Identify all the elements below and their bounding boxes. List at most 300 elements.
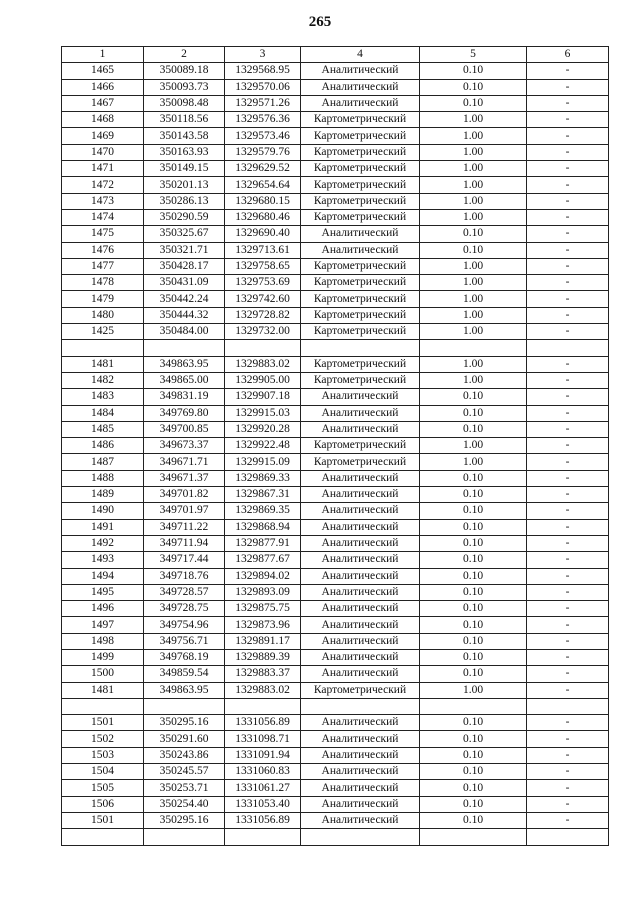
table-cell: 1329883.37 — [225, 666, 301, 682]
table-cell: 0.10 — [420, 552, 527, 568]
table-cell: - — [527, 307, 609, 323]
empty-cell — [420, 340, 527, 356]
table-cell: 1497 — [62, 617, 144, 633]
table-cell: 1329891.17 — [225, 633, 301, 649]
table-cell: 350093.73 — [144, 79, 225, 95]
table-cell: 1492 — [62, 535, 144, 551]
table-cell: 1329893.09 — [225, 584, 301, 600]
table-cell: Аналитический — [301, 487, 420, 503]
table-cell: Аналитический — [301, 601, 420, 617]
table-cell: - — [527, 601, 609, 617]
column-header: 3 — [225, 47, 301, 63]
table-cell: Аналитический — [301, 666, 420, 682]
table-cell: 0.10 — [420, 568, 527, 584]
table-cell: 1.00 — [420, 209, 527, 225]
table-cell: 0.10 — [420, 764, 527, 780]
table-cell: Картометрический — [301, 112, 420, 128]
table-cell: 349863.95 — [144, 356, 225, 372]
table-cell: 0.10 — [420, 226, 527, 242]
table-cell: 1491 — [62, 519, 144, 535]
table-cell: 1487 — [62, 454, 144, 470]
table-cell: 350089.18 — [144, 63, 225, 79]
table-cell: Картометрический — [301, 209, 420, 225]
table-cell: 1329920.28 — [225, 421, 301, 437]
table-row — [62, 747, 609, 763]
empty-cell — [420, 698, 527, 714]
table-cell: Картометрический — [301, 356, 420, 372]
table-cell: Аналитический — [301, 568, 420, 584]
table-cell: 350295.16 — [144, 812, 225, 828]
table-cell: 1465 — [62, 63, 144, 79]
table-cell: 0.10 — [420, 780, 527, 796]
empty-cell — [527, 340, 609, 356]
table-cell: Картометрический — [301, 372, 420, 388]
table-row — [62, 568, 609, 584]
table-cell: Картометрический — [301, 438, 420, 454]
table-cell: 1.00 — [420, 372, 527, 388]
table-cell: 1481 — [62, 356, 144, 372]
table-cell: 1329877.91 — [225, 535, 301, 551]
table-cell: 349717.44 — [144, 552, 225, 568]
table-cell: 350098.48 — [144, 95, 225, 111]
table-cell: 1331056.89 — [225, 812, 301, 828]
table-cell: 1466 — [62, 79, 144, 95]
table-row — [62, 324, 609, 340]
table-cell: 1329654.64 — [225, 177, 301, 193]
column-header: 5 — [420, 47, 527, 63]
table-cell: Аналитический — [301, 715, 420, 731]
column-header: 2 — [144, 47, 225, 63]
table-row — [62, 177, 609, 193]
table-row — [62, 275, 609, 291]
table-cell: 1.00 — [420, 112, 527, 128]
table-cell: 1329873.96 — [225, 617, 301, 633]
table-cell: 1.00 — [420, 128, 527, 144]
table-cell: 1329867.31 — [225, 487, 301, 503]
table-cell: 1480 — [62, 307, 144, 323]
table-cell: Аналитический — [301, 812, 420, 828]
table-row — [62, 79, 609, 95]
table-cell: 1493 — [62, 552, 144, 568]
empty-cell — [225, 829, 301, 845]
table-cell: Картометрический — [301, 324, 420, 340]
table-cell: 1479 — [62, 291, 144, 307]
table-cell: 1.00 — [420, 291, 527, 307]
table-cell: - — [527, 454, 609, 470]
table-row — [62, 470, 609, 486]
table-cell: - — [527, 161, 609, 177]
table-row — [62, 356, 609, 372]
table-row — [62, 128, 609, 144]
table-cell: 0.10 — [420, 796, 527, 812]
table-cell: Аналитический — [301, 389, 420, 405]
table-cell: - — [527, 747, 609, 763]
table-row — [62, 193, 609, 209]
table-cell: Картометрический — [301, 161, 420, 177]
table-row — [62, 503, 609, 519]
table-cell: 1329728.82 — [225, 307, 301, 323]
table-cell: 1329922.48 — [225, 438, 301, 454]
table-row — [62, 389, 609, 405]
table-row — [62, 421, 609, 437]
table-cell: 1501 — [62, 812, 144, 828]
table-cell: Картометрический — [301, 128, 420, 144]
table-cell: 349831.19 — [144, 389, 225, 405]
empty-cell — [225, 698, 301, 714]
table-cell: 1329915.03 — [225, 405, 301, 421]
empty-cell — [144, 698, 225, 714]
table-cell: 1329713.61 — [225, 242, 301, 258]
table-cell: 1329680.46 — [225, 209, 301, 225]
table-cell: 349701.97 — [144, 503, 225, 519]
table-cell: 0.10 — [420, 666, 527, 682]
separator-row — [62, 698, 609, 714]
table-cell: 1329568.95 — [225, 63, 301, 79]
table-cell: - — [527, 389, 609, 405]
table-cell: - — [527, 291, 609, 307]
table-cell: 1329742.60 — [225, 291, 301, 307]
table-cell: 349718.76 — [144, 568, 225, 584]
table-row — [62, 601, 609, 617]
table-cell: Аналитический — [301, 633, 420, 649]
empty-cell — [62, 698, 144, 714]
table-cell: 349671.37 — [144, 470, 225, 486]
table-row — [62, 796, 609, 812]
table-cell: 350201.13 — [144, 177, 225, 193]
table-cell: 1.00 — [420, 438, 527, 454]
table-cell: 1329905.00 — [225, 372, 301, 388]
table-row — [62, 63, 609, 79]
empty-cell — [225, 340, 301, 356]
table-cell: 1505 — [62, 780, 144, 796]
table-cell: Картометрический — [301, 275, 420, 291]
empty-cell — [144, 829, 225, 845]
table-cell: 350442.24 — [144, 291, 225, 307]
table-cell: 0.10 — [420, 535, 527, 551]
table-cell: 1329894.02 — [225, 568, 301, 584]
table-cell: 1.00 — [420, 307, 527, 323]
table-cell: Аналитический — [301, 519, 420, 535]
table-cell: Аналитический — [301, 63, 420, 79]
separator-row — [62, 829, 609, 845]
table-cell: Картометрический — [301, 454, 420, 470]
table-cell: 1488 — [62, 470, 144, 486]
table-row — [62, 144, 609, 160]
table-row — [62, 438, 609, 454]
table-cell: 349859.54 — [144, 666, 225, 682]
table-row — [62, 258, 609, 274]
column-header: 4 — [301, 47, 420, 63]
table-cell: 1471 — [62, 161, 144, 177]
table-cell: Картометрический — [301, 177, 420, 193]
empty-cell — [62, 340, 144, 356]
table-cell: Аналитический — [301, 780, 420, 796]
table-header-row — [62, 47, 609, 63]
table-cell: Картометрический — [301, 258, 420, 274]
table-cell: 1.00 — [420, 258, 527, 274]
table-cell: - — [527, 503, 609, 519]
table-cell: 350290.59 — [144, 209, 225, 225]
table-row — [62, 682, 609, 698]
table-cell: 1503 — [62, 747, 144, 763]
table-cell: 1329576.36 — [225, 112, 301, 128]
table-row — [62, 307, 609, 323]
table-row — [62, 519, 609, 535]
table-cell: 350325.67 — [144, 226, 225, 242]
table-cell: 1331061.27 — [225, 780, 301, 796]
coordinates-table — [61, 46, 609, 846]
table-cell: 1329869.35 — [225, 503, 301, 519]
table-cell: 1481 — [62, 682, 144, 698]
table-cell: 1489 — [62, 487, 144, 503]
table-cell: 350431.09 — [144, 275, 225, 291]
empty-cell — [527, 698, 609, 714]
table-cell: 1329732.00 — [225, 324, 301, 340]
table-cell: 350143.58 — [144, 128, 225, 144]
table-cell: - — [527, 193, 609, 209]
table-cell: Картометрический — [301, 291, 420, 307]
table-cell: 1469 — [62, 128, 144, 144]
table-cell: 0.10 — [420, 242, 527, 258]
table-cell: - — [527, 666, 609, 682]
table-cell: 1500 — [62, 666, 144, 682]
table-cell: 350286.13 — [144, 193, 225, 209]
table-cell: 1506 — [62, 796, 144, 812]
table-cell: Аналитический — [301, 503, 420, 519]
table-cell: 1478 — [62, 275, 144, 291]
table-cell: 1.00 — [420, 144, 527, 160]
table-cell: 1331056.89 — [225, 715, 301, 731]
table-cell: 1329868.94 — [225, 519, 301, 535]
table-cell: 0.10 — [420, 731, 527, 747]
table-cell: 0.10 — [420, 79, 527, 95]
empty-cell — [144, 340, 225, 356]
table-cell: 350253.71 — [144, 780, 225, 796]
table-cell: 350295.16 — [144, 715, 225, 731]
table-cell: - — [527, 584, 609, 600]
table-row — [62, 715, 609, 731]
table-cell: 0.10 — [420, 519, 527, 535]
table-cell: 1329915.09 — [225, 454, 301, 470]
table-row — [62, 209, 609, 225]
table-cell: 1477 — [62, 258, 144, 274]
table-cell: 1329883.02 — [225, 356, 301, 372]
table-cell: 349754.96 — [144, 617, 225, 633]
table-cell: 1476 — [62, 242, 144, 258]
table-cell: - — [527, 209, 609, 225]
table-cell: 350243.86 — [144, 747, 225, 763]
table-cell: Аналитический — [301, 226, 420, 242]
empty-cell — [301, 829, 420, 845]
table-cell: 350245.57 — [144, 764, 225, 780]
table-cell: 1329877.67 — [225, 552, 301, 568]
table-cell: - — [527, 324, 609, 340]
empty-cell — [62, 829, 144, 845]
table-cell: Аналитический — [301, 649, 420, 665]
table-cell: 349671.71 — [144, 454, 225, 470]
table-row — [62, 617, 609, 633]
table-cell: Аналитический — [301, 731, 420, 747]
table-row — [62, 731, 609, 747]
table-cell: Аналитический — [301, 79, 420, 95]
table-cell: 1329570.06 — [225, 79, 301, 95]
table-cell: 350428.17 — [144, 258, 225, 274]
table-cell: 349756.71 — [144, 633, 225, 649]
table-cell: 1.00 — [420, 356, 527, 372]
table-cell: Картометрический — [301, 682, 420, 698]
table-cell: - — [527, 617, 609, 633]
table-row — [62, 372, 609, 388]
table-cell: 1329629.52 — [225, 161, 301, 177]
table-cell: 350321.71 — [144, 242, 225, 258]
table-cell: 1.00 — [420, 193, 527, 209]
table-cell: Аналитический — [301, 617, 420, 633]
table-cell: 0.10 — [420, 617, 527, 633]
table-cell: - — [527, 731, 609, 747]
table-cell: 1468 — [62, 112, 144, 128]
table-cell: 349863.95 — [144, 682, 225, 698]
table-cell: 350254.40 — [144, 796, 225, 812]
table-cell: 1329907.18 — [225, 389, 301, 405]
table-cell: - — [527, 812, 609, 828]
table-cell: - — [527, 242, 609, 258]
table-cell: Аналитический — [301, 405, 420, 421]
table-cell: 1501 — [62, 715, 144, 731]
table-cell: - — [527, 421, 609, 437]
table-cell: 350149.15 — [144, 161, 225, 177]
table-cell: 0.10 — [420, 487, 527, 503]
table-row — [62, 535, 609, 551]
table-row — [62, 666, 609, 682]
table-cell: - — [527, 226, 609, 242]
table-cell: 1502 — [62, 731, 144, 747]
table-cell: 0.10 — [420, 405, 527, 421]
table-cell: 1498 — [62, 633, 144, 649]
table-cell: 1482 — [62, 372, 144, 388]
table-cell: 1474 — [62, 209, 144, 225]
table-cell: - — [527, 144, 609, 160]
table-cell: 1484 — [62, 405, 144, 421]
table-cell: - — [527, 112, 609, 128]
table-cell: Картометрический — [301, 307, 420, 323]
table-row — [62, 649, 609, 665]
table-cell: - — [527, 682, 609, 698]
page-number: 265 — [308, 14, 332, 30]
table-cell: 349768.19 — [144, 649, 225, 665]
table-cell: 1490 — [62, 503, 144, 519]
table-cell: 0.10 — [420, 584, 527, 600]
table-cell: 350444.32 — [144, 307, 225, 323]
table-cell: Аналитический — [301, 421, 420, 437]
table-cell: Аналитический — [301, 747, 420, 763]
table-cell: 349673.37 — [144, 438, 225, 454]
table-cell: 1331091.94 — [225, 747, 301, 763]
table-cell: 349865.00 — [144, 372, 225, 388]
table-cell: 1.00 — [420, 177, 527, 193]
table-cell: 1329753.69 — [225, 275, 301, 291]
table-cell: 1331098.71 — [225, 731, 301, 747]
table-cell: 1329758.65 — [225, 258, 301, 274]
table-cell: Аналитический — [301, 796, 420, 812]
table-row — [62, 584, 609, 600]
table-cell: - — [527, 258, 609, 274]
table-cell: 1499 — [62, 649, 144, 665]
table-cell: 350118.56 — [144, 112, 225, 128]
table-cell: 1.00 — [420, 161, 527, 177]
table-cell: 0.10 — [420, 747, 527, 763]
table-cell: - — [527, 356, 609, 372]
table-cell: Аналитический — [301, 242, 420, 258]
table-cell: 1.00 — [420, 324, 527, 340]
table-cell: 1329571.26 — [225, 95, 301, 111]
table-cell: - — [527, 715, 609, 731]
table-cell: 1467 — [62, 95, 144, 111]
table-cell: - — [527, 780, 609, 796]
table-cell: 349728.75 — [144, 601, 225, 617]
table-cell: Аналитический — [301, 764, 420, 780]
table-cell: - — [527, 63, 609, 79]
table-row — [62, 112, 609, 128]
table-row — [62, 764, 609, 780]
table-cell: - — [527, 177, 609, 193]
table-cell: - — [527, 633, 609, 649]
table-cell: 350163.93 — [144, 144, 225, 160]
table-cell: - — [527, 487, 609, 503]
table-cell: - — [527, 275, 609, 291]
table-cell: Аналитический — [301, 470, 420, 486]
column-header: 1 — [62, 47, 144, 63]
empty-cell — [301, 698, 420, 714]
table-cell: 349701.82 — [144, 487, 225, 503]
table-cell: 1485 — [62, 421, 144, 437]
table-cell: Картометрический — [301, 144, 420, 160]
empty-cell — [527, 829, 609, 845]
table-cell: - — [527, 535, 609, 551]
table-cell: - — [527, 568, 609, 584]
table-cell: - — [527, 128, 609, 144]
table-row — [62, 780, 609, 796]
table-cell: Аналитический — [301, 552, 420, 568]
table-row — [62, 812, 609, 828]
table-cell: 1.00 — [420, 454, 527, 470]
table-cell: 1329579.76 — [225, 144, 301, 160]
table-cell: 1494 — [62, 568, 144, 584]
table-row — [62, 291, 609, 307]
table-cell: 1.00 — [420, 275, 527, 291]
table-cell: 1483 — [62, 389, 144, 405]
table-cell: - — [527, 796, 609, 812]
table-cell: 1329875.75 — [225, 601, 301, 617]
table-cell: - — [527, 552, 609, 568]
table-cell: 1470 — [62, 144, 144, 160]
table-cell: 0.10 — [420, 95, 527, 111]
table-body — [62, 63, 609, 845]
table-cell: 0.10 — [420, 63, 527, 79]
table-cell: 349728.57 — [144, 584, 225, 600]
table-cell: Аналитический — [301, 584, 420, 600]
table-cell: 1329883.02 — [225, 682, 301, 698]
table-cell: 0.10 — [420, 812, 527, 828]
table-cell: 1329889.39 — [225, 649, 301, 665]
table-row — [62, 633, 609, 649]
table-cell: 0.10 — [420, 715, 527, 731]
table-cell: 1496 — [62, 601, 144, 617]
table-cell: 349711.94 — [144, 535, 225, 551]
table-cell: 1.00 — [420, 682, 527, 698]
table-cell: 0.10 — [420, 601, 527, 617]
table-cell: 1329690.40 — [225, 226, 301, 242]
table-row — [62, 487, 609, 503]
